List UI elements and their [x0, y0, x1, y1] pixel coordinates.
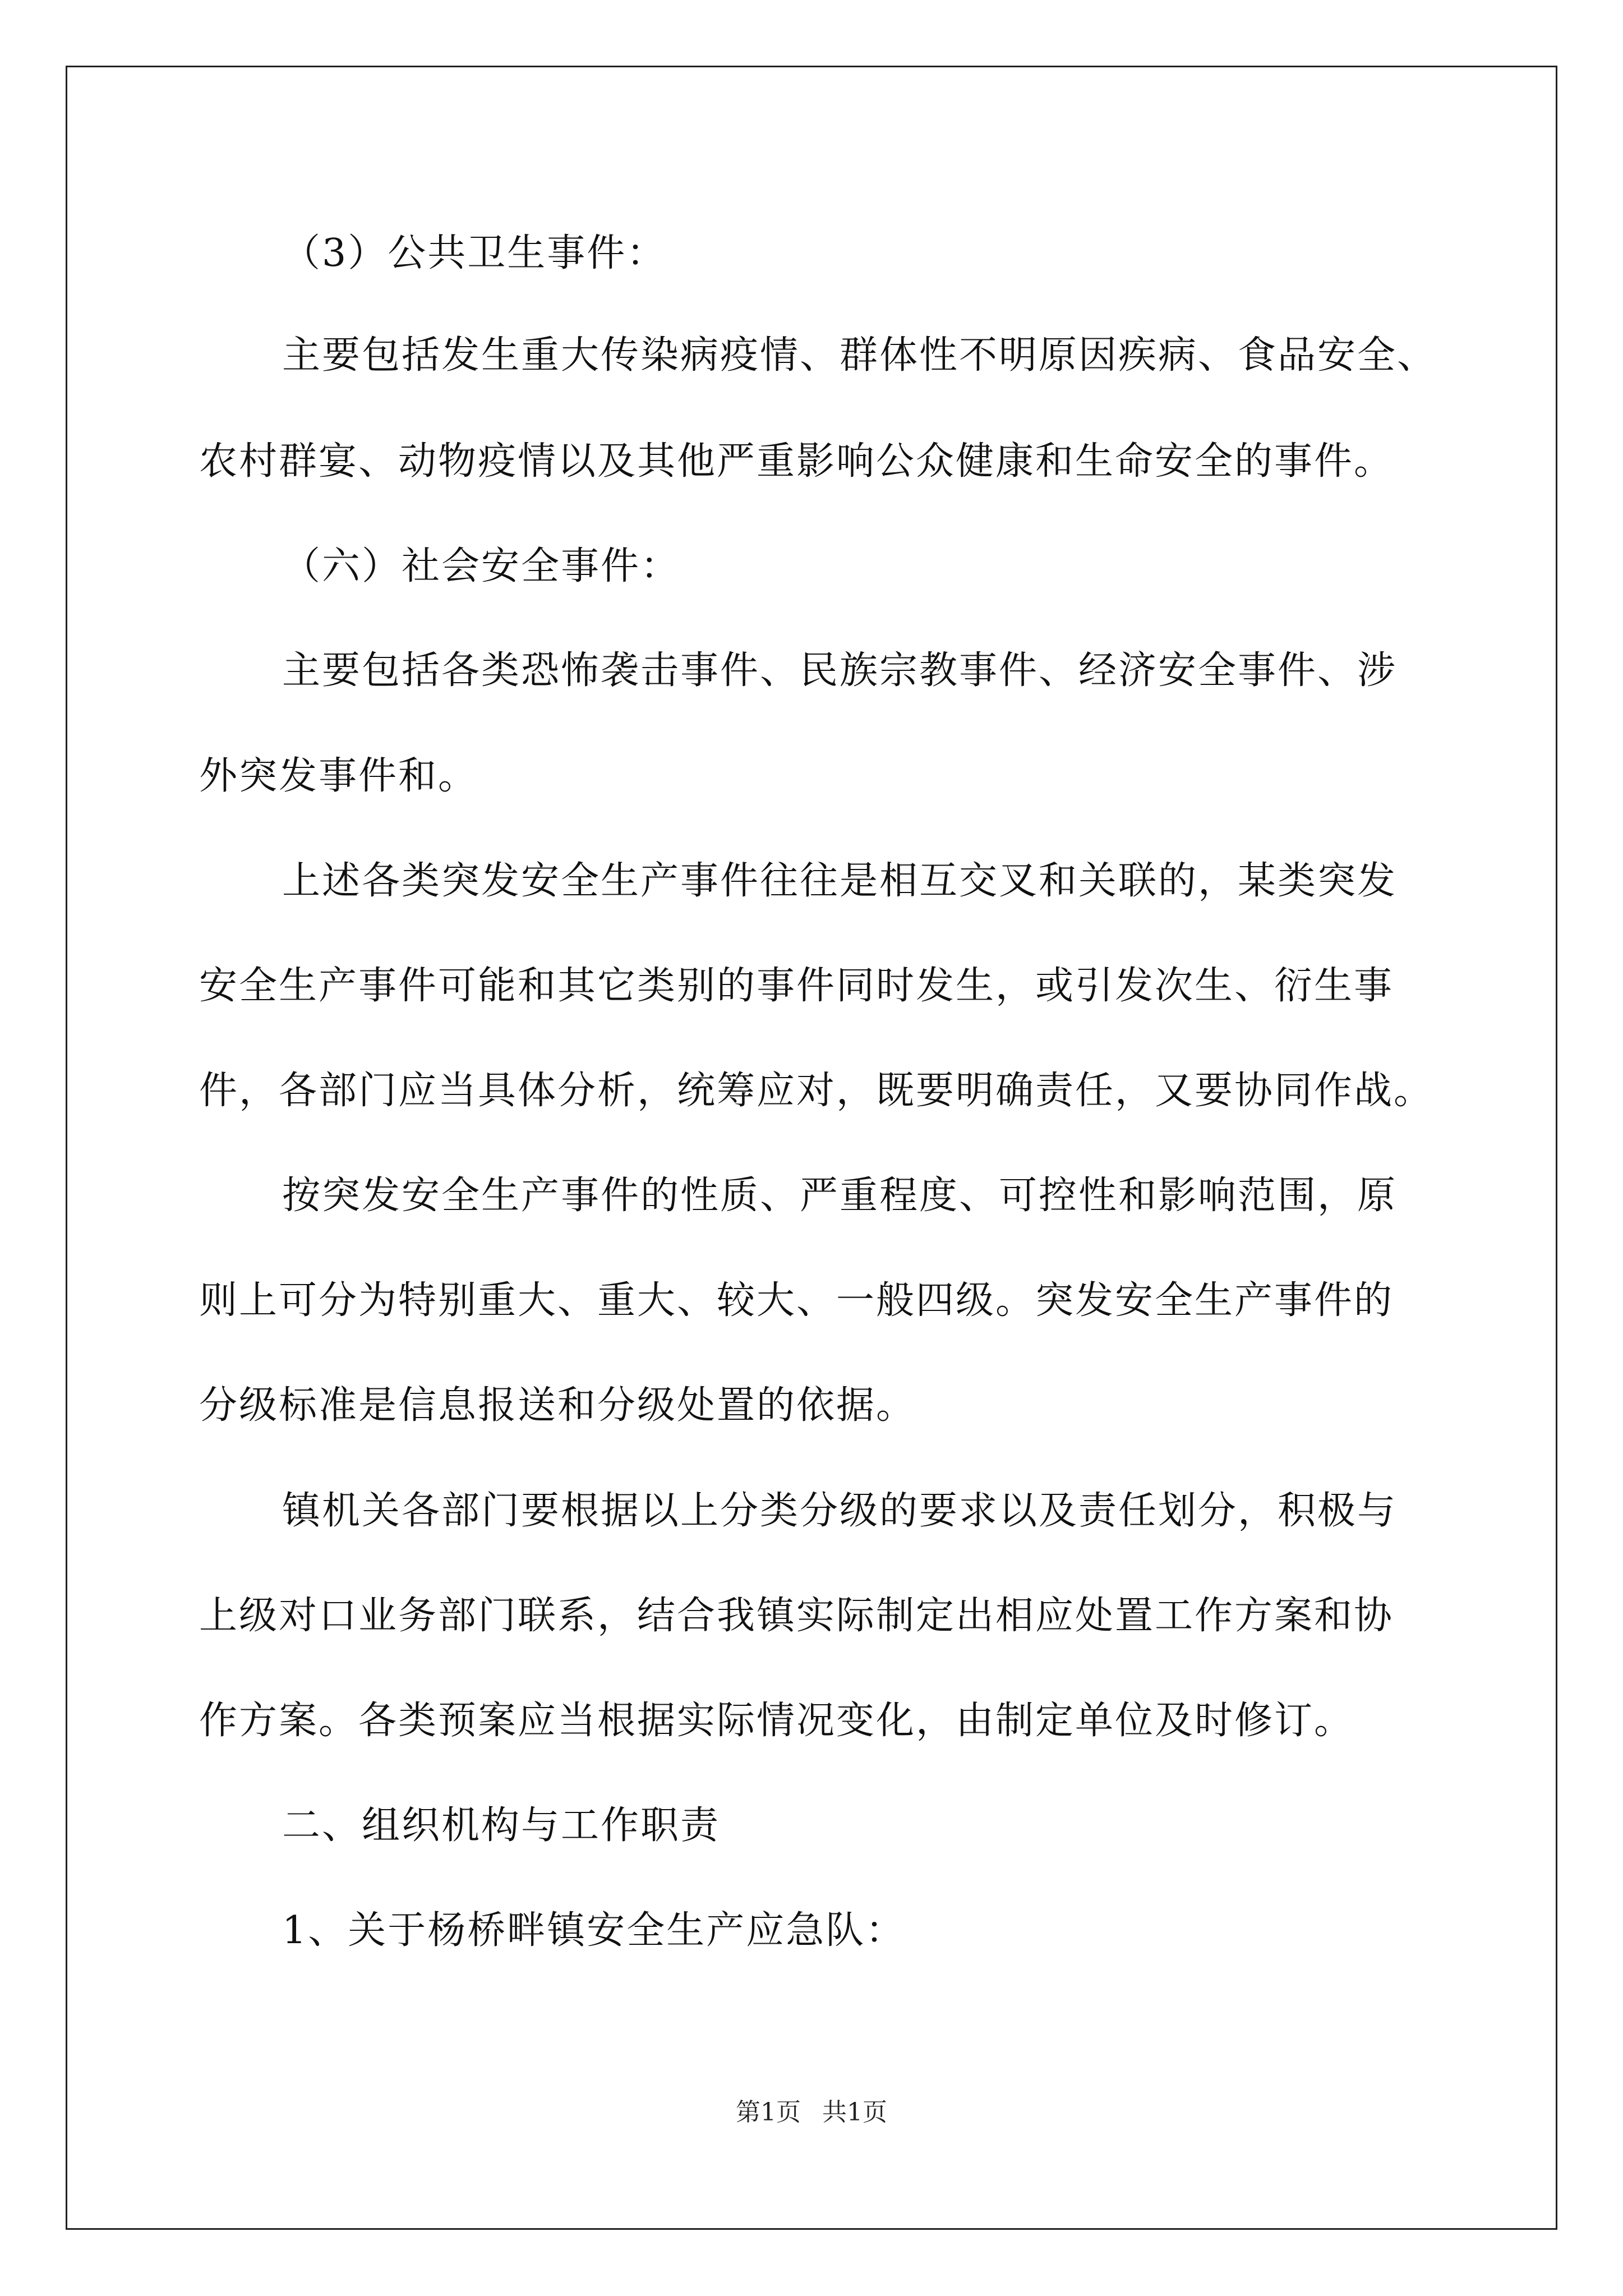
- page-number-total: 共1页: [822, 2098, 887, 2127]
- paragraph-line: 作方案。各类预案应当根据实际情况变化，由制定单位及时修订。: [199, 1699, 1354, 1743]
- paragraph-line: 件，各部门应当具体分析，统筹应对，既要明确责任，又要协同作战。: [199, 1069, 1434, 1113]
- paragraph-line: 按突发安全生产事件的性质、严重程度、可控性和影响范围，原: [282, 1174, 1398, 1218]
- paragraph-line: 则上可分为特别重大、重大、较大、一般四级。突发安全生产事件的: [199, 1278, 1394, 1323]
- paragraph-line: 农村群宴、动物疫情以及其他严重影响公众健康和生命安全的事件。: [199, 439, 1394, 484]
- page-border: [66, 66, 1557, 2230]
- page-footer: [0, 2097, 1623, 2128]
- paragraph-line: 分级标准是信息报送和分级处置的依据。: [199, 1383, 916, 1428]
- section-heading-public-health: （3）公共卫生事件：: [282, 231, 667, 275]
- paragraph-line: 上级对口业务部门联系，结合我镇实际制定出相应处置工作方案和协: [199, 1594, 1394, 1638]
- paragraph-line: 主要包括各类恐怖袭击事件、民族宗教事件、经济安全事件、涉: [282, 648, 1398, 693]
- section-heading-organization: 二、组织机构与工作职责: [282, 1803, 721, 1848]
- paragraph-line: 镇机关各部门要根据以上分类分级的要求以及责任划分，积极与: [282, 1489, 1398, 1533]
- section-heading-social-security: （六）社会安全事件：: [282, 544, 681, 588]
- page-number-current: 第1页: [736, 2098, 801, 2127]
- subsection-heading-emergency-team: 1、关于杨桥畔镇安全生产应急队：: [282, 1908, 906, 1953]
- paragraph-line: 上述各类突发安全生产事件往往是相互交叉和关联的，某类突发: [282, 859, 1398, 903]
- paragraph-line: 主要包括发生重大传染病疫情、群体性不明原因疾病、食品安全、: [282, 333, 1437, 378]
- paragraph-line: 外突发事件和。: [199, 754, 478, 798]
- paragraph-line: 安全生产事件可能和其它类别的事件同时发生，或引发次生、衍生事: [199, 964, 1394, 1008]
